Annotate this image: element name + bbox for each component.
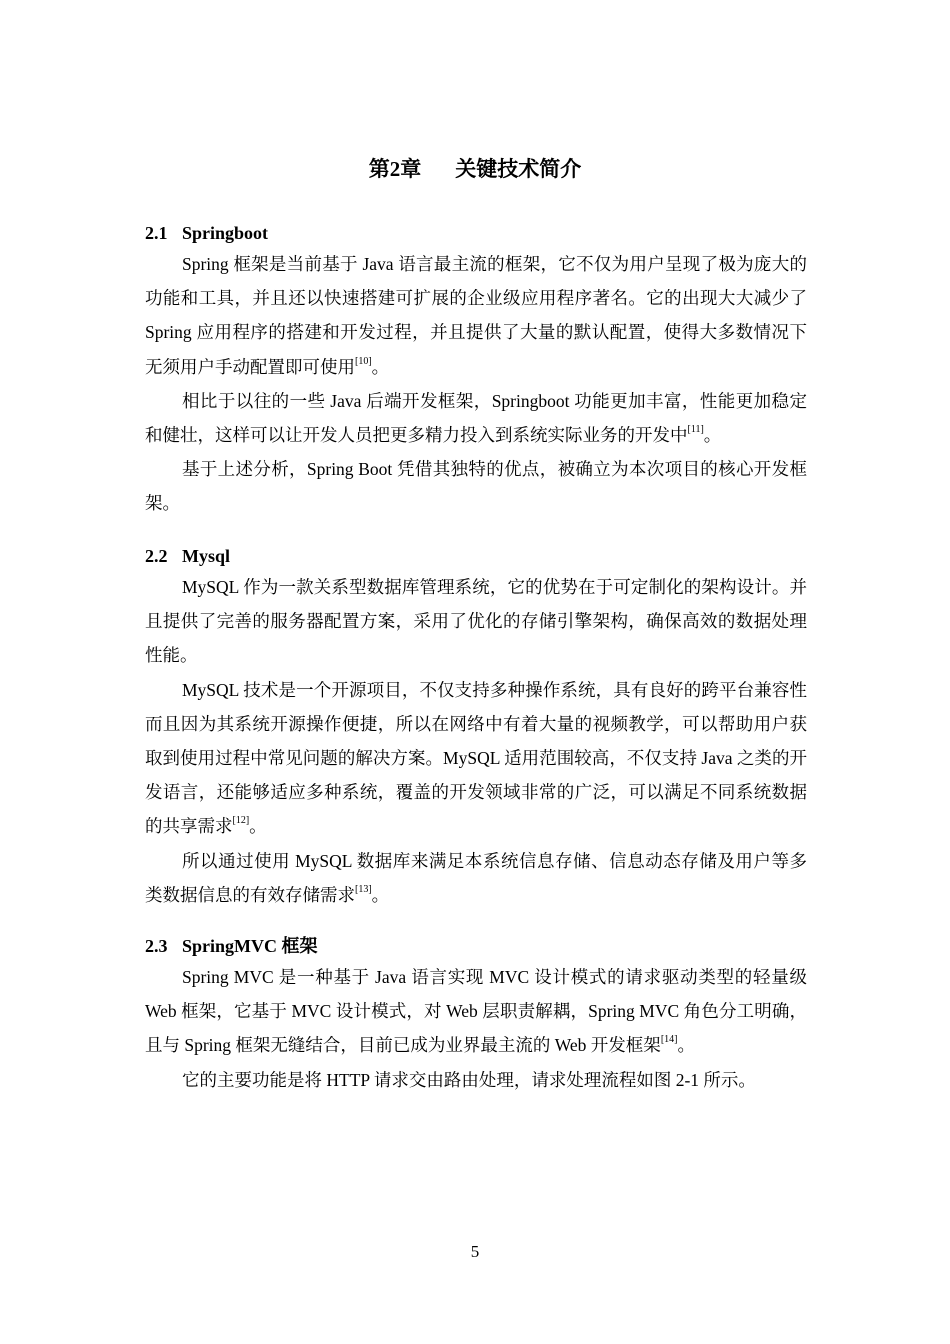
paragraph: Spring MVC 是一种基于 Java 语言实现 MVC 设计模式的请求驱动类型的轻量级 Web 框架，它基于 MVC 设计模式，对 Web 层职责解耦，Spring MVC 角色分工明确，且与 Spring 框架无缝结合，目前已成为业界最主流的 Web 开发框架[14]。 (145, 967, 807, 1056)
paragraph: 基于上述分析，Spring Boot 凭借其独特的优点，被确立为本次项目的核心开发框架。 (145, 459, 807, 514)
citation: [12] (232, 815, 250, 827)
citation: [11] (687, 424, 704, 436)
section-number: 2.1 (145, 223, 168, 243)
section-number: 2.3 (145, 936, 168, 956)
section-mysql (145, 543, 807, 912)
paragraph: MySQL 技术是一个开源项目，不仅支持多种操作系统，具有良好的跨平台兼容性而且因为其系统开源操作便捷，所以在网络中有着大量的视频教学，可以帮助用户获取到使用过程中常见问题的解决方案。MySQL 适用范围较高，不仅支持 Java 之类的开发语言，还能够适应多种系统，覆盖的开发领域非常的广泛，可以满足不同系统数据的共享需求[12]。 (145, 679, 807, 837)
section-heading (145, 220, 807, 246)
section-heading (145, 933, 807, 959)
page-number: 5 (470, 1242, 480, 1261)
paragraph: 它的主要功能是将 HTTP 请求交由路由处理，请求处理流程如图 2-1 所示。 (182, 1069, 756, 1090)
chapter-name: 关键技术简介 (455, 157, 582, 181)
paragraph: Spring 框架是当前基于 Java 语言最主流的框架，它不仅为用户呈现了极为庞大的功能和工具，并且还以快速搭建可扩展的企业级应用程序著名。它的出现大大减少了 Spring 应用程序的搭建和开发过程，并且提供了大量的默认配置，使得大多数情况下无须用户手动配置即可使用[10]。 (145, 254, 807, 377)
citation: [14] (660, 1034, 678, 1046)
section-title: SpringMVC 框架 (182, 936, 318, 956)
section-springmvc (145, 933, 807, 1097)
section-title: Springboot (182, 223, 269, 243)
citation: [10] (355, 355, 372, 367)
citation: [13] (355, 883, 372, 895)
section-springboot (145, 220, 807, 521)
section-heading (145, 543, 807, 569)
chapter-title (0, 154, 950, 184)
paragraph: 所以通过使用 MySQL 数据库来满足本系统信息存储、信息动态存储及用户等多类数据信息的有效存储需求[13]。 (145, 850, 807, 905)
paragraph: 相比于以往的一些 Java 后端开发框架，Springboot 功能更加丰富，性能更加稳定和健壮，这样可以让开发人员把更多精力投入到系统实际业务的开发中[11]。 (145, 390, 807, 446)
section-number: 2.2 (145, 546, 168, 566)
paragraph: MySQL 作为一款关系型数据库管理系统，它的优势在于可定制化的架构设计。并且提供了完善的服务器配置方案，采用了优化的存储引擎架构，确保高效的数据处理性能。 (145, 577, 807, 666)
chapter-number: 第2章 (368, 157, 422, 181)
section-title: Mysql (182, 546, 231, 566)
